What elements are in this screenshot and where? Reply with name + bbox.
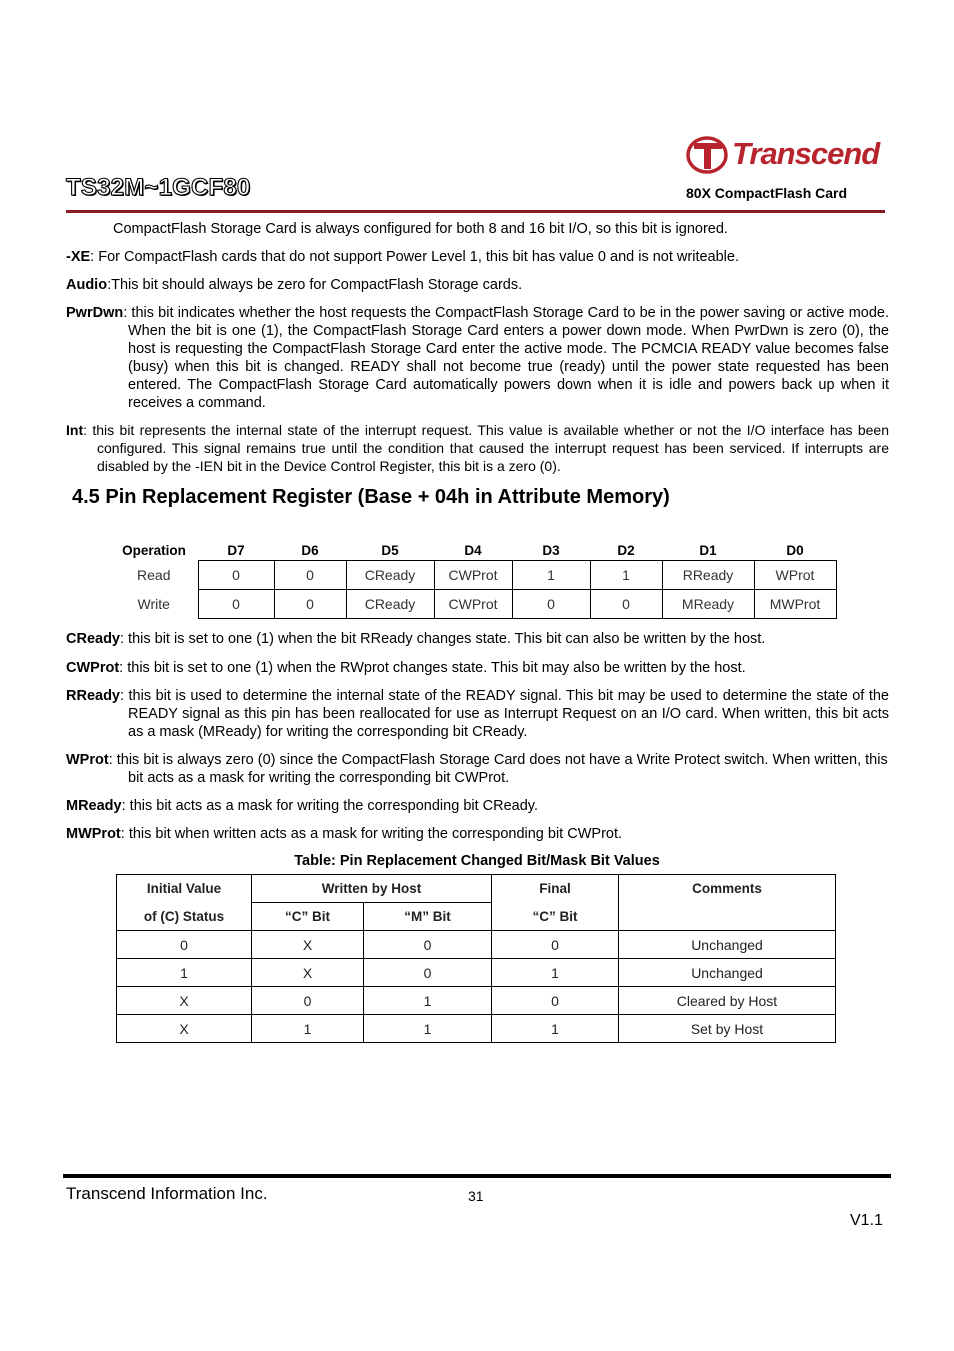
pin-cell: 1 xyxy=(512,561,590,590)
mwprot-paragraph xyxy=(66,825,889,843)
mask-cell: 0 xyxy=(364,931,492,959)
mask-cell: X xyxy=(252,959,364,987)
pin-header-cell: D5 xyxy=(381,542,399,558)
rready-paragraph xyxy=(66,687,889,741)
table-row xyxy=(117,1015,836,1043)
pwrdwn-text: : this bit indicates whether the host requests the CompactFlash Storage Card to be in the power saving or active mode. When the bit is one (1), the CompactFlash Storage Card enters a power down mode. When PwrDwn is zero (0), the host is requesting the CompactFlash Storage Card enter the active mode. The PCMCIA READY value becomes false (busy) when this bit is changed. READY shall not become true (ready) until the power state requested has been entered. The CompactFlash Storage Card automatically powers down when it is idle and powers back up when it receives a command. xyxy=(123,305,889,411)
header-c-bit: “C” Bit xyxy=(252,903,364,931)
wprot-paragraph xyxy=(66,751,889,787)
mask-cell: Unchanged xyxy=(619,959,836,987)
pin-header-cell: Operation xyxy=(122,542,186,558)
pin-cell: CReady xyxy=(346,590,434,619)
header-written-by-host: Written by Host xyxy=(252,875,492,903)
mask-cell: 1 xyxy=(364,1015,492,1043)
document-subtitle: 80X CompactFlash Card xyxy=(686,185,848,201)
brand-logo xyxy=(686,134,882,176)
mwprot-text: : this bit when written acts as a mask for writing the corresponding bit CWProt. xyxy=(120,826,623,842)
cready-paragraph xyxy=(66,630,889,648)
cwprot-paragraph xyxy=(66,659,889,677)
mready-paragraph xyxy=(66,797,889,815)
header-rule xyxy=(66,210,885,213)
mask-table-caption: Table: Pin Replacement Changed Bit/Mask Bit Values xyxy=(294,853,660,869)
header-m-bit: “M” Bit xyxy=(364,903,492,931)
section-heading: 4.5 Pin Replacement Register (Base + 04h in Attribute Memory) xyxy=(72,486,670,508)
mask-cell: 0 xyxy=(117,931,252,959)
pin-cell: 0 xyxy=(590,590,662,619)
pin-cell: CWProt xyxy=(434,590,512,619)
xe-paragraph xyxy=(66,248,889,266)
pin-cell: MWProt xyxy=(754,590,836,619)
pin-header-cell: D0 xyxy=(786,542,804,558)
intro-paragraph: CompactFlash Storage Card is always configured for both 8 and 16 bit I/O, so this bit is ignored. xyxy=(113,221,728,237)
mask-cell: X xyxy=(117,1015,252,1043)
mask-cell: Set by Host xyxy=(619,1015,836,1043)
pin-cell: RReady xyxy=(662,561,754,590)
pin-header-cell: D7 xyxy=(227,542,245,558)
header-final-c-bit: “C” Bit xyxy=(492,903,619,931)
mask-cell: X xyxy=(117,987,252,1015)
pin-header-cell: D1 xyxy=(699,542,717,558)
pin-table-header-row xyxy=(110,540,836,561)
pin-cell: 1 xyxy=(590,561,662,590)
table-row xyxy=(110,561,836,590)
table-row xyxy=(117,987,836,1015)
rready-term: RReady xyxy=(66,688,120,704)
audio-paragraph xyxy=(66,276,889,294)
mask-cell: 1 xyxy=(117,959,252,987)
audio-text: :This bit should always be zero for CompactFlash Storage cards. xyxy=(107,277,523,293)
pin-cell: 0 xyxy=(198,561,274,590)
document-version: V1.1 xyxy=(850,1212,883,1229)
mwprot-term: MWProt xyxy=(66,826,121,842)
header-final: Final xyxy=(492,875,619,903)
document-title: TS32M~1GCF80 xyxy=(66,174,251,201)
mask-cell: 0 xyxy=(364,959,492,987)
table-row xyxy=(117,959,836,987)
cready-text: : this bit is set to one (1) when the bit RReady changes state. This bit can also be written by the host. xyxy=(120,631,766,647)
pin-cell: 0 xyxy=(512,590,590,619)
pin-cell: CReady xyxy=(346,561,434,590)
pin-cell: WProt xyxy=(754,561,836,590)
mask-cell: 0 xyxy=(252,987,364,1015)
transcend-logo-icon xyxy=(686,134,730,176)
cready-term: CReady xyxy=(66,631,120,647)
mready-term: MReady xyxy=(66,798,122,814)
mask-table-header-row xyxy=(117,875,836,903)
pin-operation-cell: Read xyxy=(137,567,171,583)
header-c-status: of (C) Status xyxy=(117,903,252,931)
pin-replacement-table xyxy=(110,540,837,619)
xe-term: -XE xyxy=(66,249,91,265)
pin-cell: 0 xyxy=(274,561,346,590)
pin-cell: CWProt xyxy=(434,561,512,590)
mask-cell: 0 xyxy=(492,931,619,959)
audio-term: Audio xyxy=(66,277,108,293)
pin-cell: 0 xyxy=(198,590,274,619)
mask-cell: 1 xyxy=(252,1015,364,1043)
mask-cell: 0 xyxy=(492,987,619,1015)
header-initial-value: Initial Value xyxy=(117,875,252,903)
xe-text: : For CompactFlash cards that do not support Power Level 1, this bit has value 0 and is not writeable. xyxy=(90,249,739,265)
table-row xyxy=(117,931,836,959)
mask-bit-table xyxy=(116,874,836,1043)
int-term: Int xyxy=(66,422,84,438)
table-row xyxy=(110,590,836,619)
pin-header-cell: D3 xyxy=(542,542,560,558)
mask-cell: 1 xyxy=(492,1015,619,1043)
pwrdwn-paragraph xyxy=(66,304,889,412)
int-paragraph xyxy=(66,421,889,475)
pin-header-cell: D4 xyxy=(464,542,482,558)
footer-rule xyxy=(63,1174,891,1178)
pin-cell: MReady xyxy=(662,590,754,619)
wprot-text: : this bit is always zero (0) since the CompactFlash Storage Card does not have a Write Protect switch. When written, this bit acts as a mask for writing the corresponding bit CWProt. xyxy=(108,752,888,786)
mask-cell: 1 xyxy=(492,959,619,987)
mask-cell: Unchanged xyxy=(619,931,836,959)
brand-wordmark: Transcend xyxy=(732,136,880,171)
pin-header-cell: D6 xyxy=(301,542,319,558)
pin-cell: 0 xyxy=(274,590,346,619)
pwrdwn-term: PwrDwn xyxy=(66,305,124,321)
mready-text: : this bit acts as a mask for writing the corresponding bit CReady. xyxy=(121,798,538,814)
footer-company: Transcend Information Inc. xyxy=(66,1184,268,1203)
mask-cell: 1 xyxy=(364,987,492,1015)
header-comments: Comments xyxy=(619,875,836,931)
wprot-term: WProt xyxy=(66,752,109,768)
mask-cell: X xyxy=(252,931,364,959)
page-number: 31 xyxy=(468,1188,484,1204)
cwprot-text: : this bit is set to one (1) when the RWprot changes state. This bit may also be written by the host. xyxy=(119,660,746,676)
cwprot-term: CWProt xyxy=(66,660,120,676)
pin-header-cell: D2 xyxy=(617,542,635,558)
int-text: : this bit represents the internal state of the interrupt request. This value is available whether or not the I/O interface has been configured. This signal remains true until the condition that caused the interrupt request has been serviced. If interrupts are disabled by the -IEN bit in the Device Control Register, this bit is a zero (0). xyxy=(83,422,889,474)
pin-operation-cell: Write xyxy=(137,596,170,612)
rready-text: : this bit is used to determine the internal state of the READY signal. This bit may be used to determine the state of the READY signal as this pin has been reallocated for use as Interrupt Request on an I/O card. When written, this bit acts as a mask (MReady) for writing the corresponding bit CReady. xyxy=(120,688,889,740)
mask-cell: Cleared by Host xyxy=(619,987,836,1015)
